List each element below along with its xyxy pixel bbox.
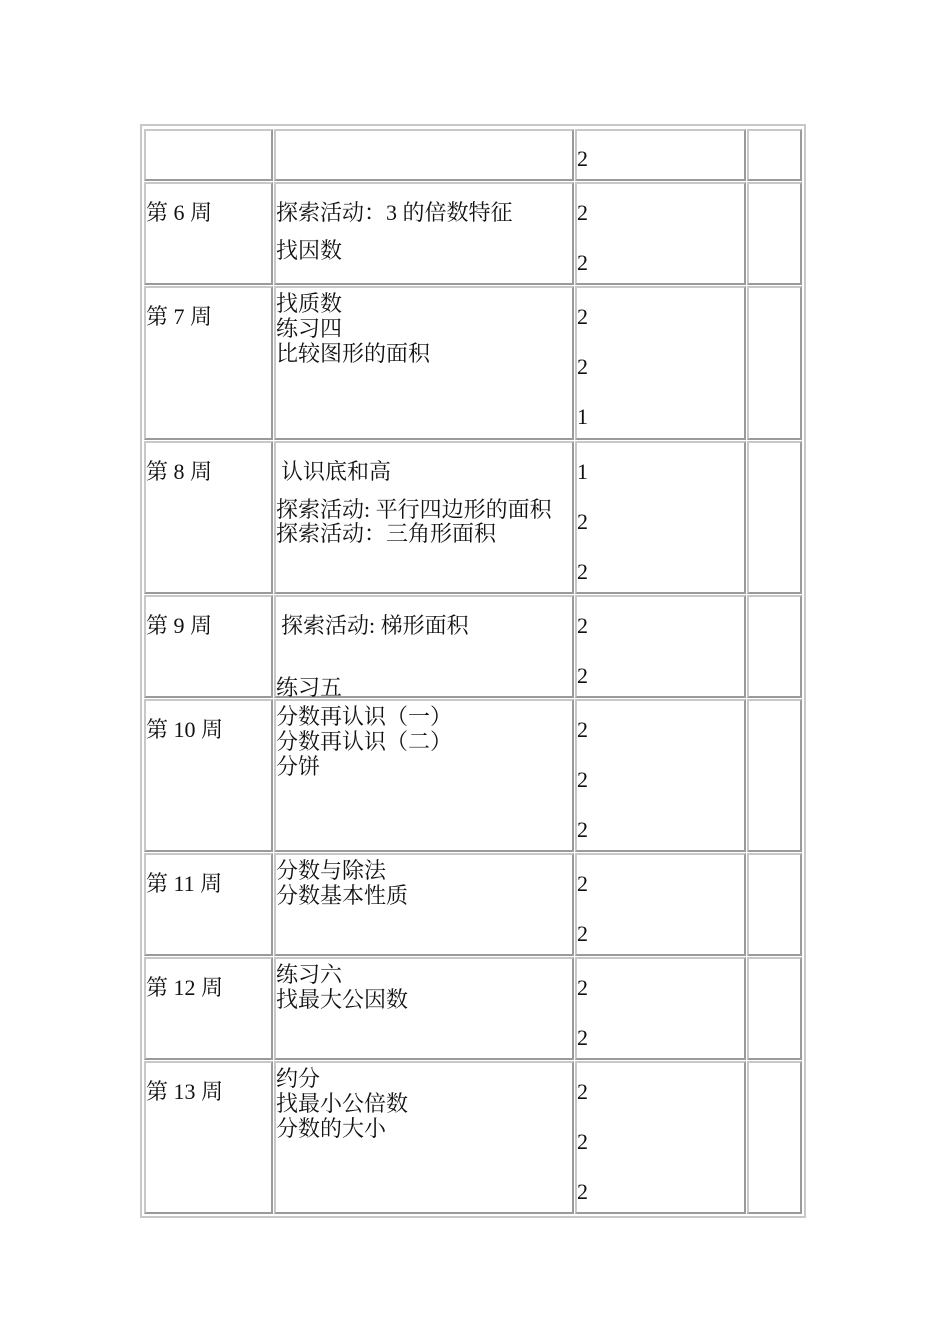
hours-value: 2 [577,509,588,534]
hours-value: 2 [577,1129,588,1154]
content-cell [274,1061,574,1214]
remark-cell [747,286,802,440]
content-cell [274,441,574,594]
hours-value: 2 [577,613,588,638]
hours-value: 2 [577,871,588,896]
hours-value: 2 [577,767,588,792]
lesson-item: 练习六 [276,962,343,987]
hours-value: 2 [577,817,588,842]
lesson-item: 练习五 [276,675,343,700]
hours-cell [575,1061,746,1214]
lesson-item: 分饼 [276,754,321,779]
content-cell [274,699,574,852]
hours-value: 2 [577,1179,588,1204]
remark-cell [747,182,802,285]
hours-cell [575,957,746,1060]
hours-cell [575,441,746,594]
week-cell [144,957,273,1060]
remark-cell [747,853,802,956]
lesson-item: 约分 [276,1066,321,1091]
lesson-item: 找最小公倍数 [276,1091,409,1116]
table-row [142,283,804,442]
week-label: 第 11 周 [146,871,223,896]
lesson-item: 练习四 [276,316,343,341]
lesson-item: 分数的大小 [276,1116,387,1141]
week-label: 第 10 周 [146,717,224,742]
table-row [142,696,804,854]
table-row [142,592,804,700]
hours-value: 2 [577,200,588,225]
remark-cell [747,957,802,1060]
week-label: 第 6 周 [146,200,213,225]
week-cell [144,1061,273,1214]
hours-value: 2 [577,559,588,584]
hours-value: 2 [577,304,588,329]
table-row [142,438,804,596]
remark-cell [747,129,802,181]
hours-cell [575,853,746,956]
lesson-item: 探索活动: 平行四边形的面积 [276,497,552,522]
lesson-item: 探索活动：三角形面积 [276,521,497,546]
week-label: 第 7 周 [146,304,213,329]
lesson-item: 找质数 [276,291,343,316]
week-cell [144,853,273,956]
remark-cell [747,1061,802,1214]
lesson-item: 分数基本性质 [276,883,409,908]
week-label: 第 12 周 [146,975,224,1000]
hours-value: 1 [577,404,588,429]
hours-cell [575,182,746,285]
week-cell [144,595,273,698]
lesson-item: 分数与除法 [276,858,387,883]
content-cell [274,286,574,440]
table-row [142,126,804,183]
hours-value: 2 [577,663,588,688]
hours-cell [575,286,746,440]
hours-value: 2 [577,921,588,946]
week-cell [144,699,273,852]
remark-cell [747,699,802,852]
content-cell [274,182,574,285]
week-cell [144,129,273,181]
week-cell [144,182,273,285]
lesson-item: 探索活动: 梯形面积 [281,613,469,638]
content-cell [274,595,574,698]
week-label: 第 9 周 [146,613,213,638]
content-cell [274,957,574,1060]
week-cell [144,441,273,594]
hours-value: 2 [577,717,588,742]
table-row [142,850,804,958]
lesson-item: 分数再认识（二） [276,729,453,754]
lesson-item: 找最大公因数 [276,987,409,1012]
content-cell [274,129,574,181]
hours-value: 2 [577,146,588,171]
hours-value: 2 [577,250,588,275]
hours-cell [575,129,746,181]
hours-cell [575,699,746,852]
lesson-item: 找因数 [276,238,343,263]
hours-value: 2 [577,354,588,379]
lesson-item: 探索活动：3 的倍数特征 [276,200,513,225]
table-row [142,179,804,287]
lesson-item: 比较图形的面积 [276,341,431,366]
lesson-item: 认识底和高 [281,459,392,484]
hours-value: 1 [577,459,588,484]
content-cell [274,853,574,956]
hours-cell [575,595,746,698]
remark-cell [747,441,802,594]
week-label: 第 13 周 [146,1079,224,1104]
week-label: 第 8 周 [146,459,213,484]
remark-cell [747,595,802,698]
week-cell [144,286,273,440]
schedule-table [140,124,806,1218]
table-row [142,954,804,1062]
hours-value: 2 [577,975,588,1000]
hours-value: 2 [577,1025,588,1050]
hours-value: 2 [577,1079,588,1104]
lesson-item: 分数再认识（一） [276,704,453,729]
table-row [142,1058,804,1216]
